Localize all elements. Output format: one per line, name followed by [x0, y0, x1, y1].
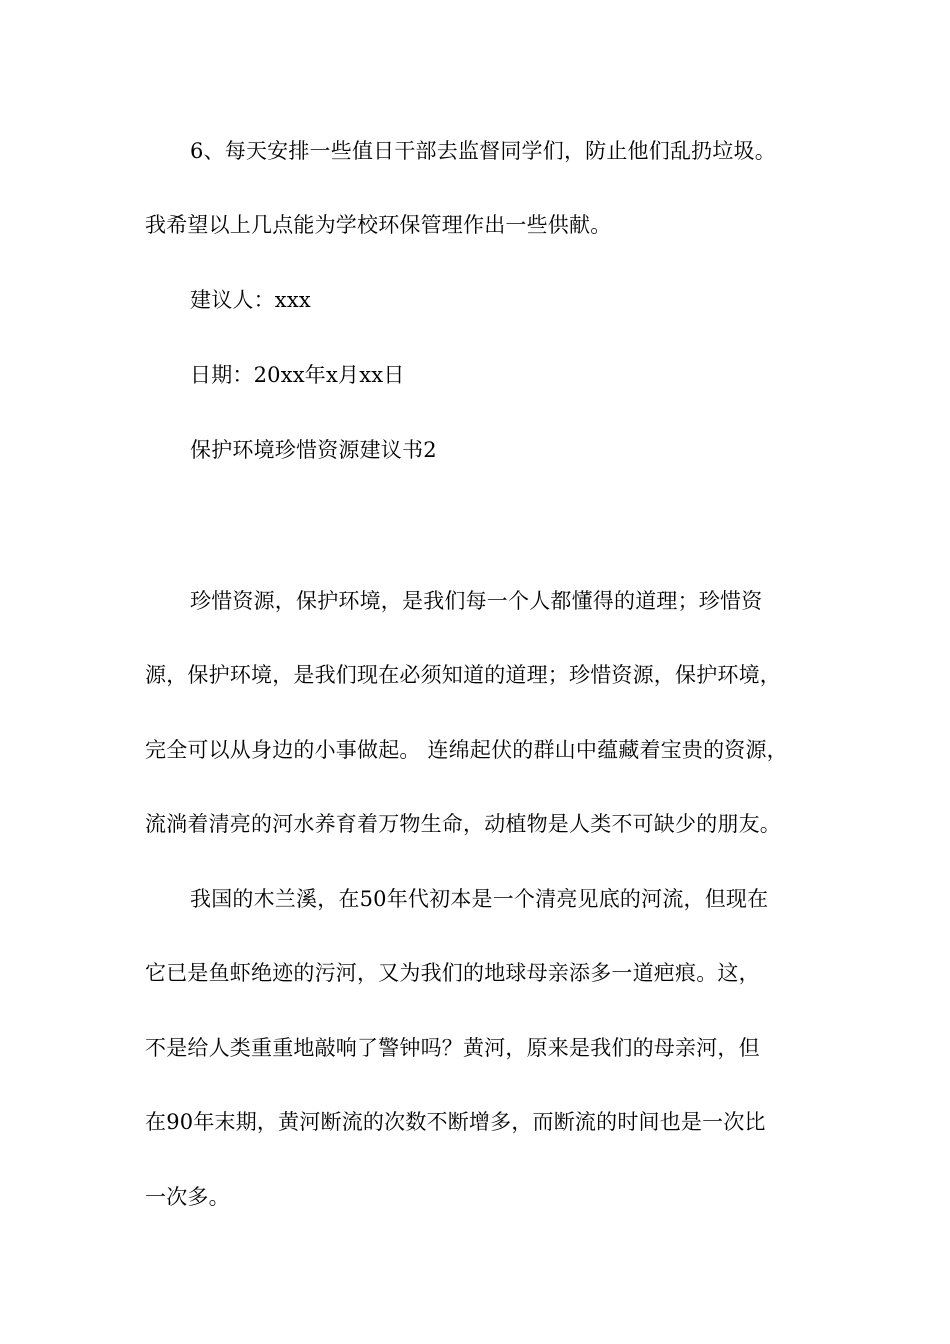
paragraph-line: 在90年末期，黄河断流的次数不断增多，而断流的时间也是一次比	[145, 1110, 766, 1134]
paragraph-line: 它已是鱼虾绝迹的污河，又为我们的地球母亲添多一道疤痕。这，	[145, 961, 760, 985]
paragraph-line: 源，保护环境，是我们现在必须知道的道理；珍惜资源，保护环境，	[145, 663, 781, 687]
paragraph-line: 珍惜资源，保护环境，是我们每一个人都懂得的道理；珍惜资	[190, 589, 763, 613]
paragraph-line: 流淌着清亮的河水养育着万物生命，动植物是人类不可缺少的朋友。	[145, 812, 781, 836]
paragraph-line: 一次多。	[145, 1185, 230, 1209]
signer-line: 建议人：xxx	[190, 288, 311, 312]
date-line: 日期：20xx年x月xx日	[190, 363, 405, 387]
paragraph-line: 我国的木兰溪，在50年代初本是一个清亮见底的河流，但现在	[190, 887, 769, 911]
section-title: 保护环境珍惜资源建议书2	[190, 438, 437, 462]
paragraph-line: 完全可以从身边的小事做起。 连绵起伏的群山中蕴藏着宝贵的资源，	[145, 738, 788, 762]
paragraph-line: 我希望以上几点能为学校环保管理作出一些供献。	[145, 213, 612, 237]
paragraph-line: 6、每天安排一些值日干部去监督同学们，防止他们乱扔垃圾。	[190, 139, 776, 163]
paragraph-line: 不是给人类重重地敲响了警钟吗？黄河，原来是我们的母亲河，但	[145, 1036, 760, 1060]
